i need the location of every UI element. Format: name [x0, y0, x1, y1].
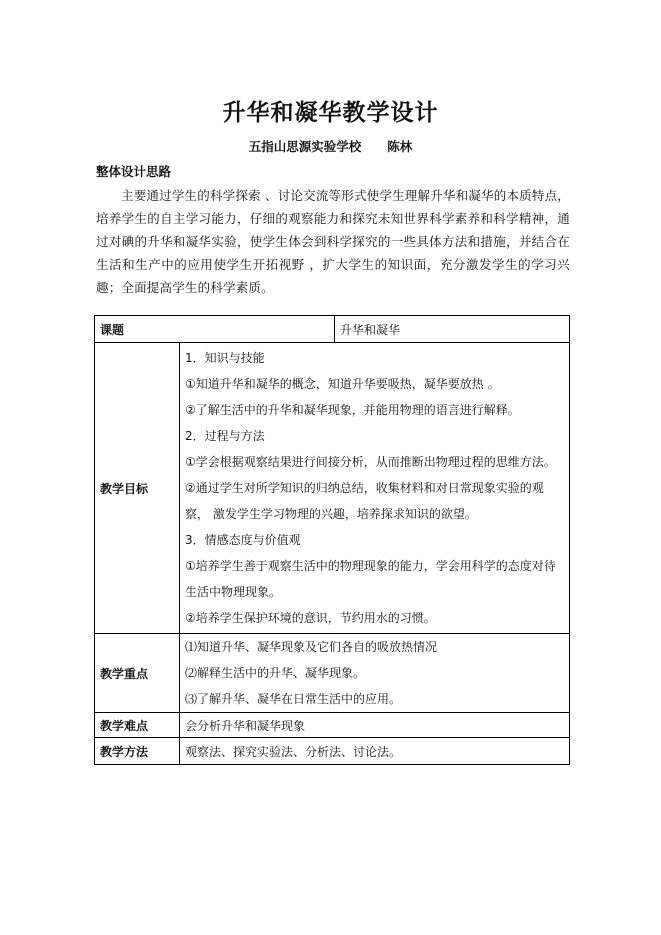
goal-line: 1．知识与技能: [185, 351, 265, 365]
goal-line: ①学会根据观察结果进行间接分析，从而推断出物理过程的思维方法。: [185, 455, 556, 469]
key-points-label: 教学重点: [95, 634, 180, 713]
methods-value: 观察法、探究实验法、分析法、讨论法。: [180, 738, 570, 765]
key-point-line: ⑵解释生活中的升华、凝华现象。: [185, 666, 366, 680]
goal-line: ②通过学生对所学知识的归纳总结，收集材料和对日常现象实验的观察， 激发学生学习物理的兴趣，培养探求知识的欲望。: [185, 481, 544, 521]
section-heading: 整体设计思路: [96, 164, 172, 179]
goal-line: ①知道升华和凝华的概念，知道升华要吸热，凝华要放热 。: [185, 377, 500, 391]
table-row-topic: [95, 316, 570, 343]
table-row-difficulty: [95, 713, 570, 738]
goal-line: 3．情感态度与价值观: [185, 533, 301, 547]
author-name: 陈林: [387, 139, 413, 154]
school-name: 五指山思源实验学校: [248, 139, 362, 154]
goal-line: ①培养学生善于观察生活中的物理现象的能力，学会用科学的态度对待生活中物理现象。: [185, 559, 556, 599]
methods-label: 教学方法: [95, 738, 180, 765]
lesson-plan-table: [94, 315, 570, 765]
goals-content: [180, 343, 570, 634]
key-points-content: [180, 634, 570, 713]
subtitle: [0, 137, 661, 155]
table-row-goals: [95, 343, 570, 634]
topic-label: 课题: [95, 316, 335, 343]
table-row-methods: [95, 738, 570, 765]
difficulty-label: 教学难点: [95, 713, 180, 738]
page-title: 升华和凝华教学设计: [222, 100, 439, 126]
goal-line: ②了解生活中的升华和凝华现象，并能用物理的语言进行解释。: [185, 403, 520, 417]
goal-line: ②培养学生保护环境的意识，节约用水的习惯。: [185, 611, 436, 625]
intro-paragraph: 主要通过学生的科学探索 、讨论交流等形式使学生理解升华和凝华的本质特点，培养学生的自主学习能力，仔细的观察能力和探究未知世界科学素养和科学精神，通过对碘的升华和凝华实验，使学生体会到科学探究的一些具体方法和措施，并结合在生活和生产中的应用使学生开拓视野 ，扩大学生的知识面，充分激发学生的学习兴趣；全面提高学生的科学素质。: [96, 188, 570, 295]
goal-line: 2．过程与方法: [185, 429, 265, 443]
key-point-line: ⑶了解升华、凝华在日常生活中的应用。: [185, 692, 402, 706]
topic-value: 升华和凝华: [335, 316, 570, 343]
goals-label: 教学目标: [95, 343, 180, 634]
difficulty-value: 会分析升华和凝华现象: [180, 713, 570, 738]
table-row-key-points: [95, 634, 570, 713]
key-point-line: ⑴知道升华、凝华现象及它们各自的吸放热情况: [185, 640, 438, 654]
